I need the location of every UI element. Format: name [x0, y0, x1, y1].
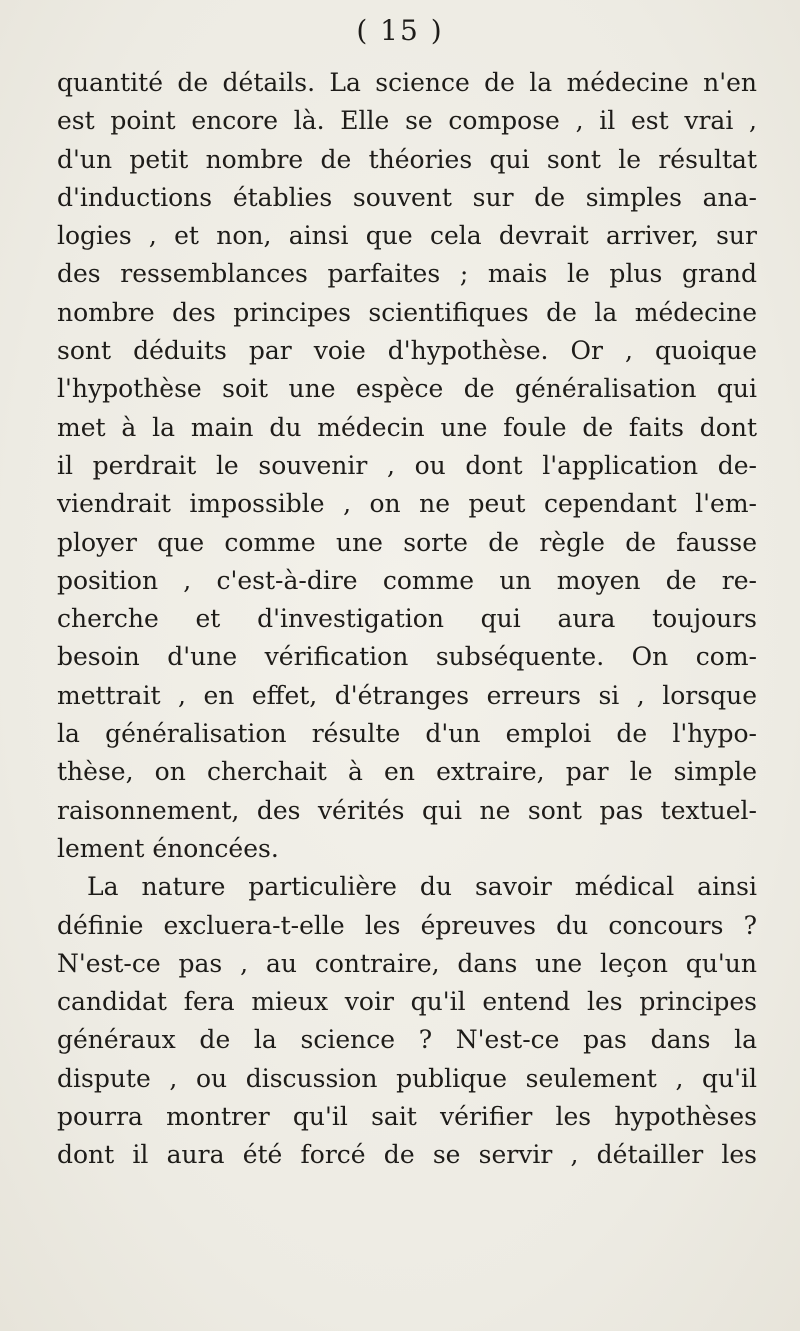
text-line: définie excluera-t-elle les épreuves du concours ?	[57, 910, 757, 940]
text-line: dispute , ou discussion publique seulement , qu'il	[57, 1063, 757, 1093]
text-line: N'est-ce pas , au contraire, dans une leçon qu'un	[57, 948, 757, 978]
paragraph-end-line: lement énoncées.	[57, 833, 279, 863]
text-line: besoin d'une vérification subséquente. On com-	[57, 642, 757, 672]
text-line: nombre des principes scientifiques de la médecine	[57, 297, 757, 327]
text-line: cherche et d'investigation qui aura toujours	[57, 604, 757, 634]
text-line: pourra montrer qu'il sait vérifier les hypothèses	[57, 1102, 757, 1132]
text-line: candidat fera mieux voir qu'il entend les principes	[57, 987, 757, 1017]
text-line: la généralisation résulte d'un emploi de l'hypo-	[57, 719, 757, 749]
page-number: ( 15 )	[356, 14, 444, 47]
text-line: position , c'est-à-dire comme un moyen de re-	[57, 565, 757, 595]
text-line: thèse, on cherchait à en extraire, par le simple	[57, 757, 757, 787]
text-line: quantité de détails. La science de la médecine n'en	[57, 68, 757, 97]
text-line: d'inductions établies souvent sur de simples ana-	[57, 182, 757, 212]
text-line: viendrait impossible , on ne peut cependant l'em-	[57, 489, 757, 519]
text-line: dont il aura été forcé de se servir , détailler les	[57, 1140, 757, 1170]
paragraph-start-line: La nature particulière du savoir médical ainsi	[87, 872, 757, 902]
text-line: raisonnement, des vérités qui ne sont pas textuel-	[57, 795, 757, 825]
text-line: ployer que comme une sorte de règle de fausse	[57, 527, 757, 557]
text-line: logies , et non, ainsi que cela devrait arriver, sur	[57, 221, 757, 251]
text-line: d'un petit nombre de théories qui sont le résultat	[57, 144, 757, 174]
text-line: l'hypothèse soit une espèce de généralisation qui	[57, 374, 757, 404]
body-text	[57, 64, 757, 1175]
text-line: des ressemblances parfaites ; mais le plus grand	[57, 259, 757, 289]
text-line: est point encore là. Elle se compose , il est vrai ,	[57, 106, 757, 136]
text-line: sont déduits par voie d'hypothèse. Or , quoique	[57, 336, 757, 366]
text-line: met à la main du médecin une foule de faits dont	[57, 412, 757, 442]
text-line: mettrait , en effet, d'étranges erreurs si , lorsque	[57, 680, 757, 710]
text-line: généraux de la science ? N'est-ce pas dans la	[57, 1025, 757, 1055]
text-line: il perdrait le souvenir , ou dont l'application de-	[57, 450, 757, 480]
